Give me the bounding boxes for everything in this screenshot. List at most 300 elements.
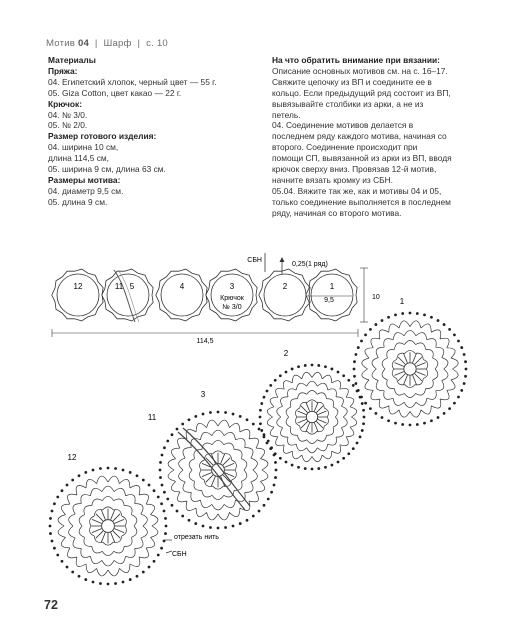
picot-dot bbox=[122, 581, 125, 584]
picot-dot bbox=[362, 409, 365, 412]
picot-dot bbox=[259, 422, 262, 425]
picot-dot bbox=[401, 312, 404, 315]
notes-line: вывязывайте столбики из арки, а не из bbox=[272, 98, 424, 109]
picot-dot bbox=[460, 346, 463, 349]
picot-dot bbox=[49, 525, 52, 528]
picot-dot bbox=[209, 526, 212, 529]
picot-dot bbox=[356, 442, 359, 445]
motif-ring-scallop bbox=[306, 269, 357, 321]
stitch-mark bbox=[113, 531, 120, 538]
picot-dot bbox=[246, 519, 249, 522]
motif-medallions bbox=[49, 312, 468, 586]
detail-label-3: 3 bbox=[200, 390, 206, 399]
detail-label-12: 12 bbox=[67, 453, 77, 462]
picot-dot bbox=[171, 433, 174, 436]
picot-dot bbox=[142, 479, 145, 482]
picot-dot bbox=[353, 368, 356, 371]
stitch-mark bbox=[298, 411, 307, 415]
chain-arch-ring bbox=[79, 496, 137, 555]
picot-dot bbox=[364, 334, 367, 337]
stitch-mark bbox=[314, 403, 318, 412]
picot-dot bbox=[161, 484, 164, 487]
picot-dot bbox=[263, 504, 266, 507]
picot-dot bbox=[176, 510, 179, 513]
stitch-mark bbox=[415, 357, 422, 364]
picot-dot bbox=[202, 413, 205, 416]
picot-dot bbox=[457, 340, 460, 343]
picot-dot bbox=[353, 360, 356, 363]
picot-dot bbox=[463, 382, 466, 385]
hook-05: 05. № 2/0. bbox=[48, 120, 88, 131]
picot-dot bbox=[416, 423, 419, 426]
motif-size-05: 05. длина 9 см. bbox=[48, 196, 108, 207]
picot-dot bbox=[356, 390, 359, 393]
stitch-mark bbox=[316, 406, 323, 413]
stitch-mark bbox=[394, 363, 403, 367]
picot-dot bbox=[285, 461, 288, 464]
picot-dot bbox=[160, 502, 163, 505]
picot-dot bbox=[260, 429, 263, 432]
picot-dot bbox=[159, 469, 162, 472]
picot-dot bbox=[267, 498, 270, 501]
picot-dot bbox=[239, 415, 242, 418]
picot-dot bbox=[355, 382, 358, 385]
stitch-mark bbox=[398, 357, 405, 364]
detail-label-2: 2 bbox=[283, 349, 289, 358]
scarf-schematic bbox=[52, 253, 380, 345]
picot-dot bbox=[269, 384, 272, 387]
stitch-mark bbox=[96, 531, 103, 538]
motif-label-2: 2 bbox=[282, 282, 288, 291]
picot-dot bbox=[259, 416, 262, 419]
row-arrow-up bbox=[280, 257, 285, 262]
picot-dot bbox=[114, 582, 117, 585]
picot-dot bbox=[359, 396, 362, 399]
picot-dot bbox=[361, 402, 364, 405]
picot-dot bbox=[252, 515, 255, 518]
crochet-medallion bbox=[49, 467, 168, 586]
picot-dot bbox=[430, 316, 433, 319]
notes-line: 05.04. Вяжите так же, как и мотивы 04 и 05, bbox=[272, 185, 442, 196]
picot-dot bbox=[107, 583, 110, 586]
picot-dot bbox=[342, 374, 345, 377]
center-ring bbox=[306, 411, 317, 422]
picot-dot bbox=[194, 522, 197, 525]
stitch-mark bbox=[404, 375, 408, 384]
stitch-mark bbox=[413, 353, 417, 362]
picot-dot bbox=[129, 471, 132, 474]
motif-ring bbox=[311, 274, 353, 316]
scarf-fold-line bbox=[114, 270, 135, 322]
motif-ring-scallop bbox=[259, 269, 310, 321]
picot-dot bbox=[362, 422, 365, 425]
picot-dot bbox=[148, 566, 151, 569]
width-label: 10 bbox=[372, 294, 380, 301]
motif-label-1: 1 bbox=[329, 282, 335, 291]
notes-line: петель. bbox=[272, 109, 301, 120]
picot-dot bbox=[342, 457, 345, 460]
picot-dot bbox=[464, 375, 467, 378]
picot-dot bbox=[347, 452, 350, 455]
sbn-label: СБН bbox=[247, 257, 262, 264]
picot-dot bbox=[163, 510, 166, 513]
motif-ring-scallop bbox=[52, 269, 103, 321]
picot-dot bbox=[381, 416, 384, 419]
picot-dot bbox=[279, 374, 282, 377]
picot-dot bbox=[176, 428, 179, 431]
picot-dot bbox=[56, 554, 59, 557]
stitch-mark bbox=[404, 353, 408, 362]
picot-dot bbox=[188, 418, 191, 421]
stitch-mark bbox=[96, 514, 103, 521]
picot-dot bbox=[279, 457, 282, 460]
picot-dot bbox=[409, 312, 412, 315]
chain-arch-ring bbox=[277, 381, 348, 453]
picot-dot bbox=[122, 469, 125, 472]
yarn-04: 04. Египетский хлопок, черный цвет — 55 г. bbox=[48, 76, 217, 87]
picot-dot bbox=[53, 547, 56, 550]
picot-dot bbox=[364, 402, 367, 405]
center-ring bbox=[404, 363, 416, 375]
picot-dot bbox=[363, 416, 366, 419]
size-05: 05. ширина 9 см, длина 63 см. bbox=[48, 164, 166, 175]
picot-dot bbox=[157, 496, 160, 499]
picot-dot bbox=[409, 424, 412, 427]
picot-dot bbox=[142, 571, 145, 574]
motif-label-12: 12 bbox=[73, 282, 83, 291]
picot-dot bbox=[217, 411, 220, 414]
hook-title: Крючок: bbox=[48, 98, 83, 109]
diameter-label: 9,5 bbox=[324, 297, 334, 304]
picot-dot bbox=[369, 328, 372, 331]
picot-dot bbox=[355, 353, 358, 356]
picot-dot bbox=[387, 419, 390, 422]
stitch-mark bbox=[113, 514, 120, 521]
picot-dot bbox=[360, 340, 363, 343]
picot-dot bbox=[273, 454, 276, 457]
size-04-length: длина 114,5 см, bbox=[48, 153, 109, 164]
picot-dot bbox=[92, 469, 95, 472]
picot-dot bbox=[78, 474, 81, 477]
picot-dot bbox=[369, 407, 372, 410]
picot-dot bbox=[159, 476, 162, 479]
picot-dot bbox=[84, 471, 87, 474]
stitch-mark bbox=[306, 403, 310, 412]
picot-dot bbox=[297, 365, 300, 368]
chain-arch-ring bbox=[372, 330, 448, 407]
picot-dot bbox=[423, 314, 426, 317]
picot-dot bbox=[160, 547, 163, 550]
stitch-mark bbox=[306, 423, 310, 432]
header-page-ref: с. 10 bbox=[146, 38, 168, 49]
picot-dot bbox=[352, 447, 355, 450]
hook-04: 04. № 3/0. bbox=[48, 109, 88, 120]
picot-dot bbox=[304, 364, 307, 367]
size-04-width: 04. ширина 10 см, bbox=[48, 142, 119, 153]
chain-arch-ring bbox=[179, 430, 258, 510]
notes-line: последнем ряду каждого мотива, начиная со bbox=[272, 131, 447, 142]
size-title: Размер готового изделия: bbox=[48, 131, 157, 142]
picot-dot bbox=[61, 560, 64, 563]
motif-size-title: Размеры мотива: bbox=[48, 174, 121, 185]
stitch-mark bbox=[318, 419, 327, 423]
hook-label-line2: № 3/0 bbox=[222, 304, 242, 311]
stitch-mark bbox=[223, 458, 230, 465]
notes-line: Описание основных мотивов см. на с. 16–17. bbox=[272, 65, 448, 76]
picot-dot bbox=[317, 467, 320, 470]
picot-dot bbox=[171, 504, 174, 507]
motif-size-04: 04. диаметр 9,5 см. bbox=[48, 185, 124, 196]
stitch-mark bbox=[92, 529, 102, 533]
picot-dot bbox=[129, 578, 132, 581]
picot-dot bbox=[448, 328, 451, 331]
picot-dot bbox=[224, 411, 227, 414]
picot-dot bbox=[107, 467, 110, 470]
header-motif-label: Мотив bbox=[46, 38, 76, 49]
picot-dot bbox=[148, 484, 151, 487]
stitch-mark bbox=[394, 372, 403, 376]
picot-dot bbox=[209, 411, 212, 414]
picot-dot bbox=[99, 467, 102, 470]
chain-arch-ring bbox=[382, 341, 438, 398]
picot-dot bbox=[49, 517, 52, 520]
picot-dot bbox=[166, 498, 169, 501]
stitch-mark bbox=[101, 510, 105, 520]
stitch-mark bbox=[413, 375, 417, 384]
stitch-mark bbox=[301, 421, 308, 428]
stitch-mark bbox=[101, 532, 105, 542]
length-label: 114,5 bbox=[196, 338, 214, 345]
picot-dot bbox=[84, 578, 87, 581]
stitch-mark bbox=[114, 529, 124, 533]
scarf-fold-line-shadow bbox=[118, 270, 139, 322]
stitch-mark bbox=[114, 519, 124, 523]
picot-dot bbox=[464, 360, 467, 363]
motif-label-5: 5 bbox=[129, 282, 135, 291]
sbn-label-detail: СБН bbox=[172, 551, 187, 558]
picot-dot bbox=[357, 346, 360, 349]
picot-dot bbox=[181, 515, 184, 518]
notes-line: помощи СП, вывязанной из арки из ВП, вводя bbox=[272, 153, 452, 164]
picot-dot bbox=[159, 461, 162, 464]
stitch-mark bbox=[211, 476, 215, 486]
picot-dot bbox=[263, 396, 266, 399]
picot-dot bbox=[274, 379, 277, 382]
picot-dot bbox=[463, 353, 466, 356]
picot-dot bbox=[330, 464, 333, 467]
picot-dot bbox=[317, 364, 320, 367]
notes-line: кольцо. Если предыдущий ряд состоит из ВП, bbox=[272, 87, 451, 98]
picot-dot bbox=[246, 418, 249, 421]
picot-dot bbox=[270, 446, 273, 449]
stitch-mark bbox=[318, 411, 327, 415]
picot-dot bbox=[337, 461, 340, 464]
crochet-medallion bbox=[159, 411, 278, 530]
picot-dot bbox=[194, 415, 197, 418]
picot-dot bbox=[239, 522, 242, 525]
picot-dot bbox=[416, 312, 419, 315]
motif-ring-scallop bbox=[102, 269, 153, 321]
picot-dot bbox=[448, 407, 451, 410]
picot-dot bbox=[437, 319, 440, 322]
picot-dot bbox=[361, 429, 364, 432]
stitch-mark bbox=[314, 423, 318, 432]
hook-label-line1: Крючок bbox=[220, 295, 244, 302]
picot-dot bbox=[453, 402, 456, 405]
picot-dot bbox=[337, 371, 340, 374]
stitch-mark bbox=[92, 519, 102, 523]
stitch-mark bbox=[416, 363, 425, 367]
picot-dot bbox=[153, 560, 156, 563]
picot-dot bbox=[51, 540, 54, 543]
picot-dot bbox=[232, 525, 235, 528]
stitch-mark bbox=[316, 421, 323, 428]
motif-chart-detail bbox=[49, 297, 468, 585]
stitch-mark bbox=[398, 374, 405, 381]
picot-dot bbox=[375, 323, 378, 326]
picot-dot bbox=[258, 428, 261, 431]
picot-dot bbox=[163, 446, 166, 449]
picot-dot bbox=[51, 510, 54, 513]
picot-dot bbox=[394, 314, 397, 317]
picot-dot bbox=[394, 422, 397, 425]
picot-dot bbox=[202, 525, 205, 528]
picot-dot bbox=[258, 510, 261, 513]
picot-dot bbox=[375, 412, 378, 415]
notes-line: начните вязать кромку из СБН. bbox=[272, 174, 393, 185]
stitch-mark bbox=[298, 419, 307, 423]
picot-dot bbox=[443, 412, 446, 415]
motif-label-3: 3 bbox=[229, 282, 235, 291]
picot-dot bbox=[252, 423, 255, 426]
notes-title: На что обратить внимание при вязании: bbox=[272, 55, 440, 65]
picot-dot bbox=[324, 365, 327, 368]
picot-dot bbox=[232, 413, 235, 416]
motif-ring bbox=[107, 274, 149, 316]
picot-dot bbox=[465, 368, 468, 371]
motif-scallop-rings bbox=[52, 269, 357, 321]
yarn-05: 05. Giza Cotton, цвет какао — 22 г. bbox=[48, 87, 182, 98]
picot-dot bbox=[274, 461, 277, 464]
picot-dot bbox=[260, 402, 263, 405]
notes-line: крючок сверху вниз. Провязав 12-й мотив, bbox=[272, 164, 437, 175]
stitch-mark bbox=[416, 372, 425, 376]
picot-dot bbox=[401, 423, 404, 426]
picot-dot bbox=[443, 323, 446, 326]
picot-dot bbox=[99, 582, 102, 585]
picot-dot bbox=[311, 468, 314, 471]
picot-dot bbox=[161, 454, 164, 457]
notes-line: ряду, начиная со второго мотива. bbox=[272, 207, 402, 218]
picot-dot bbox=[224, 526, 227, 529]
picot-dot bbox=[49, 532, 52, 535]
motif-ring bbox=[57, 274, 99, 316]
picot-dot bbox=[71, 571, 74, 574]
page-header: Мотив 04 | Шарф | с. 10 bbox=[46, 38, 168, 49]
picot-dot bbox=[136, 575, 139, 578]
picot-dot bbox=[266, 390, 269, 393]
picot-dot bbox=[275, 469, 278, 472]
picot-dot bbox=[437, 416, 440, 419]
picot-dot bbox=[163, 491, 166, 494]
detail-label-11: 11 bbox=[147, 413, 157, 422]
picot-dot bbox=[267, 440, 270, 443]
materials-title: Материалы bbox=[48, 55, 96, 65]
picot-dot bbox=[136, 474, 139, 477]
picot-dot bbox=[114, 467, 117, 470]
picot-dot bbox=[270, 491, 273, 494]
page-number: 72 bbox=[44, 598, 58, 612]
notes-line: 04. Соединение мотивов делается в bbox=[272, 120, 414, 131]
picot-dot bbox=[92, 581, 95, 584]
picot-dot bbox=[217, 527, 220, 530]
header-motif-number: 04 bbox=[77, 38, 90, 49]
center-ring bbox=[102, 520, 115, 533]
picot-dot bbox=[423, 422, 426, 425]
notes-line: Свяжите цепочку из ВП и соедините ее в bbox=[272, 76, 432, 87]
picot-dot bbox=[274, 476, 277, 479]
crochet-medallion bbox=[353, 312, 468, 427]
picot-dot bbox=[263, 433, 266, 436]
picot-dot bbox=[430, 419, 433, 422]
motif-ring bbox=[264, 274, 306, 316]
picot-dot bbox=[352, 384, 355, 387]
picot-dot bbox=[164, 517, 167, 520]
picot-dot bbox=[78, 575, 81, 578]
picot-dot bbox=[285, 371, 288, 374]
motif-label-11: 11 bbox=[114, 282, 124, 291]
stitch-mark bbox=[221, 454, 225, 464]
picot-dot bbox=[153, 489, 156, 492]
stitch-mark bbox=[301, 406, 308, 413]
picot-dot bbox=[297, 466, 300, 469]
notes-line: второго. Соединение происходит при bbox=[272, 142, 418, 153]
picot-dot bbox=[457, 396, 460, 399]
stitch-mark bbox=[111, 510, 115, 520]
picot-dot bbox=[453, 334, 456, 337]
picot-dot bbox=[387, 316, 390, 319]
picot-dot bbox=[353, 375, 356, 378]
notes-line: только соединение выполняется в последнем bbox=[272, 196, 451, 207]
stitch-mark bbox=[111, 532, 115, 542]
picot-dot bbox=[330, 368, 333, 371]
chain-arch-ring bbox=[69, 486, 148, 566]
picot-dot bbox=[273, 484, 276, 487]
picot-dot bbox=[359, 435, 362, 438]
motif-label-4: 4 bbox=[179, 282, 185, 291]
picot-dot bbox=[66, 566, 69, 569]
stitch-mark bbox=[202, 473, 212, 477]
picot-dot bbox=[291, 368, 294, 371]
picot-dot bbox=[460, 389, 463, 392]
picot-dot bbox=[304, 467, 307, 470]
row-label: 0,25(1 ряд) bbox=[292, 261, 328, 268]
fold-line-2 bbox=[183, 428, 250, 506]
motif-ring bbox=[161, 274, 203, 316]
detail-label-1: 1 bbox=[399, 297, 405, 306]
picot-dot bbox=[56, 496, 59, 499]
stitch-mark bbox=[224, 463, 234, 467]
picot-dot bbox=[166, 440, 169, 443]
picot-dot bbox=[71, 479, 74, 482]
picot-dot bbox=[53, 502, 56, 505]
picot-dot bbox=[381, 319, 384, 322]
picot-dot bbox=[165, 525, 168, 528]
picot-dot bbox=[311, 364, 314, 367]
header-section: Шарф bbox=[103, 38, 132, 49]
picot-dot bbox=[164, 532, 167, 535]
picot-dot bbox=[291, 464, 294, 467]
